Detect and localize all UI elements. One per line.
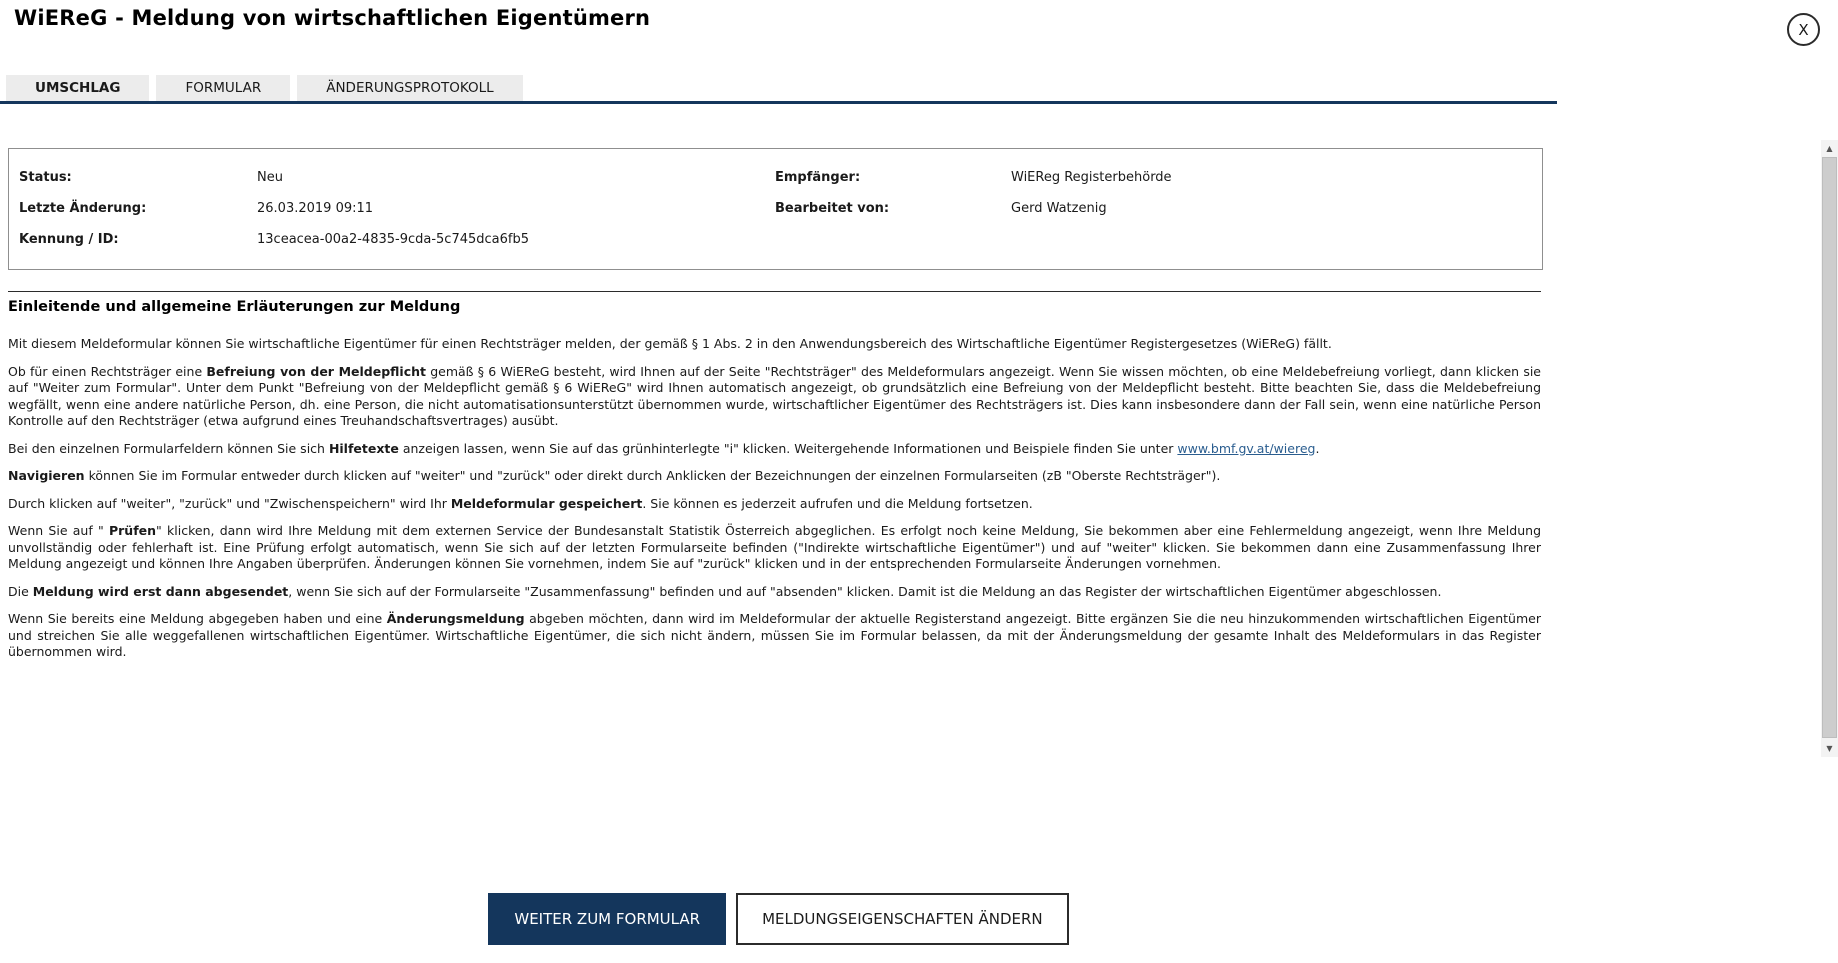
last-change-value: 26.03.2019 09:11 xyxy=(257,201,374,216)
paragraph xyxy=(8,468,1541,485)
paragraph-bold-text: Änderungsmeldung xyxy=(386,611,525,626)
paragraph-bold-text: Navigieren xyxy=(8,468,85,483)
paragraph xyxy=(8,364,1541,430)
section-heading: Einleitende und allgemeine Erläuterungen zur Meldung xyxy=(8,299,461,315)
vertical-scrollbar[interactable] xyxy=(1821,140,1838,757)
paragraph-text: Wenn Sie bereits eine Meldung abgegeben haben und eine xyxy=(8,611,387,626)
id-row xyxy=(19,224,775,255)
dialog-header xyxy=(0,0,1838,60)
paragraph-text: abgeben möchten, dann wird im Meldeformular der aktuelle Registerstand angezeigt. Bitte ergänzen Sie die neu hinzukommenden wirtschaftlichen Eigentümer und streichen Sie alle weggefallenen wirtschaftlichen Eigentümer. Wirtschaftliche Eigentümer, die sich nicht ändern, müssen Sie im Formular belassen, da mit der Änderungsmeldung der gesamte Inhalt des Meldeformulars in das Register übernommen wird. xyxy=(8,611,1541,659)
paragraph-text: anzeigen lassen, wenn Sie auf das grünhinterlegte "i" klicken. Weitergehende Informationen und Beispiele finden Sie unter xyxy=(398,440,1178,456)
paragraph xyxy=(8,336,1541,353)
paragraph-text: Mit diesem Meldeformular können Sie wirtschaftliche Eigentümer für einen Rechtsträger melden, der gemäß § 1 Abs. 2 in den Anwendungsbereich des Wirtschaftliche Eigentümer Registergesetzes (WiEReG) fällt. xyxy=(8,336,1332,351)
tab-underline xyxy=(0,101,1557,104)
paragraph-text: " klicken, dann wird Ihre Meldung mit dem externen Service der Bundesanstalt Statistik Österreich abgeglichen. Es erfolgt noch keine Meldung, Sie bekommen aber eine Fehlermeldung angezeigt, wenn Ihre Meldung unvollständig oder fehlerhaft ist. Eine Prüfung erfolgt automatisch, wenn Sie sich auf der letzten Formularseite befinden ("Indirekte wirtschaftliche Eigentümer") und auf "weiter" klicken. Sie bekommen dann eine Zusammenfassung Ihrer Meldung angezeigt und können Ihre Angaben überprüfen. Änderungen können Sie vornehmen, indem Sie auf "zurück" klicken und in der entsprechenden Formularseite Änderungen vornehmen. xyxy=(8,523,1541,571)
paragraph-text: . Sie können es jederzeit aufrufen und die Meldung fortsetzen. xyxy=(642,495,1033,511)
recipient-label: Empfänger: xyxy=(775,170,861,185)
section-divider xyxy=(8,291,1541,292)
close-icon: X xyxy=(1798,20,1809,39)
tab-bar xyxy=(0,75,1557,101)
wiereg-info-link[interactable]: www.bmf.gv.at/wiereg xyxy=(1177,440,1316,456)
paragraph-bold-text: Meldeformular gespeichert xyxy=(450,495,643,511)
paragraphs xyxy=(8,325,1541,672)
footer-actions xyxy=(0,893,1557,945)
scroll-content xyxy=(0,115,1560,765)
page-title: WiEReG - Meldung von wirtschaftlichen Eigentümern xyxy=(14,6,651,30)
scrollbar-thumb[interactable] xyxy=(1822,157,1837,738)
paragraph xyxy=(8,523,1541,573)
paragraph-text: können Sie im Formular entweder durch klicken auf "weiter" und "zurück" oder direkt durch Anklicken der Bezeichnungen der einzelnen Formularseiten (zB "Oberste Rechtsträger"). xyxy=(84,468,1221,483)
scroll-down-icon[interactable]: ▼ xyxy=(1821,740,1838,757)
paragraph xyxy=(8,584,1541,601)
scroll-up-icon[interactable]: ▲ xyxy=(1821,140,1838,157)
envelope-info-box xyxy=(8,148,1543,270)
editor-label: Bearbeitet von: xyxy=(775,201,890,216)
id-value: 13ceacea-00a2-4835-9cda-5c745dca6fb5 xyxy=(257,232,529,247)
tab-umschlag[interactable]: UMSCHLAG xyxy=(6,75,149,101)
paragraph-bold-text: Prüfen xyxy=(108,523,157,538)
paragraph xyxy=(8,611,1541,661)
continue-to-form-button[interactable]: WEITER ZUM FORMULAR xyxy=(488,893,726,945)
paragraph-text: . xyxy=(1315,440,1320,456)
tab-aenderungsprotokoll[interactable]: ÄNDERUNGSPROTOKOLL xyxy=(297,75,522,101)
paragraph-text: gemäß § 6 WiEReG besteht, wird Ihnen auf der Seite "Rechtsträger" des Meldeformulars angezeigt. Wenn Sie wissen möchten, ob eine Meldebefreiung vorliegt, dann klicken sie auf "Weiter zum Formular". Unter dem Punkt "Befreiung von der Meldepflicht gemäß § 6 WiEReG" wird Ihnen automatisch angezeigt, ob grundsätzlich eine Befreiung von der Meldepflicht besteht. Bitte beachten Sie, dass die Meldebefreiung wegfällt, wenn eine andere natürliche Person, dh. eine Person, die nicht automatisationsunterstützt übernommen wurde, wirtschaftlicher Eigentümer des Rechtsträgers ist. Dies kann insbesondere dann der Fall sein, wenn eine natürliche Person Kontrolle auf den Rechtsträger (etwa aufgrund eines Treuhandschaftsvertrages) ausübt. xyxy=(8,363,1541,428)
last-change-row xyxy=(19,193,775,224)
paragraph-text: , wenn Sie sich auf der Formularseite "Zusammenfassung" befinden und auf "absenden" klicken. Damit ist die Meldung an das Register der wirtschaftlichen Eigentümer abgeschlossen. xyxy=(288,583,1442,599)
paragraph xyxy=(8,496,1541,513)
envelope-left-column xyxy=(19,162,775,269)
paragraph-bold-text: Befreiung von der Meldepflicht xyxy=(206,363,426,379)
editor-value: Gerd Watzenig xyxy=(1011,201,1107,216)
recipient-row xyxy=(775,162,1542,193)
status-value: Neu xyxy=(257,170,283,185)
tab-formular[interactable]: FORMULAR xyxy=(156,75,290,101)
paragraph-bold-text: Hilfetexte xyxy=(328,440,399,456)
paragraph-text: Ob für einen Rechtsträger eine xyxy=(8,363,207,379)
envelope-right-column xyxy=(775,162,1542,269)
editor-row xyxy=(775,193,1542,224)
change-report-properties-button[interactable]: MELDUNGSEIGENSCHAFTEN ÄNDERN xyxy=(736,893,1069,945)
paragraph-text: Bei den einzelnen Formularfeldern können Sie sich xyxy=(8,440,329,456)
status-label: Status: xyxy=(19,170,72,185)
paragraph xyxy=(8,441,1541,458)
recipient-value: WiEReg Registerbehörde xyxy=(1011,170,1172,185)
paragraph-text: Wenn Sie auf " xyxy=(8,523,109,538)
id-label: Kennung / ID: xyxy=(19,232,119,247)
paragraph-text: Durch klicken auf "weiter", "zurück" und "Zwischenspeichern" wird Ihr xyxy=(8,495,451,511)
close-button[interactable] xyxy=(1787,13,1820,46)
paragraph-bold-text: Meldung wird erst dann abgesendet xyxy=(32,583,289,599)
paragraph-text: Die xyxy=(8,583,33,599)
status-row xyxy=(19,162,775,193)
last-change-label: Letzte Änderung: xyxy=(19,201,147,216)
